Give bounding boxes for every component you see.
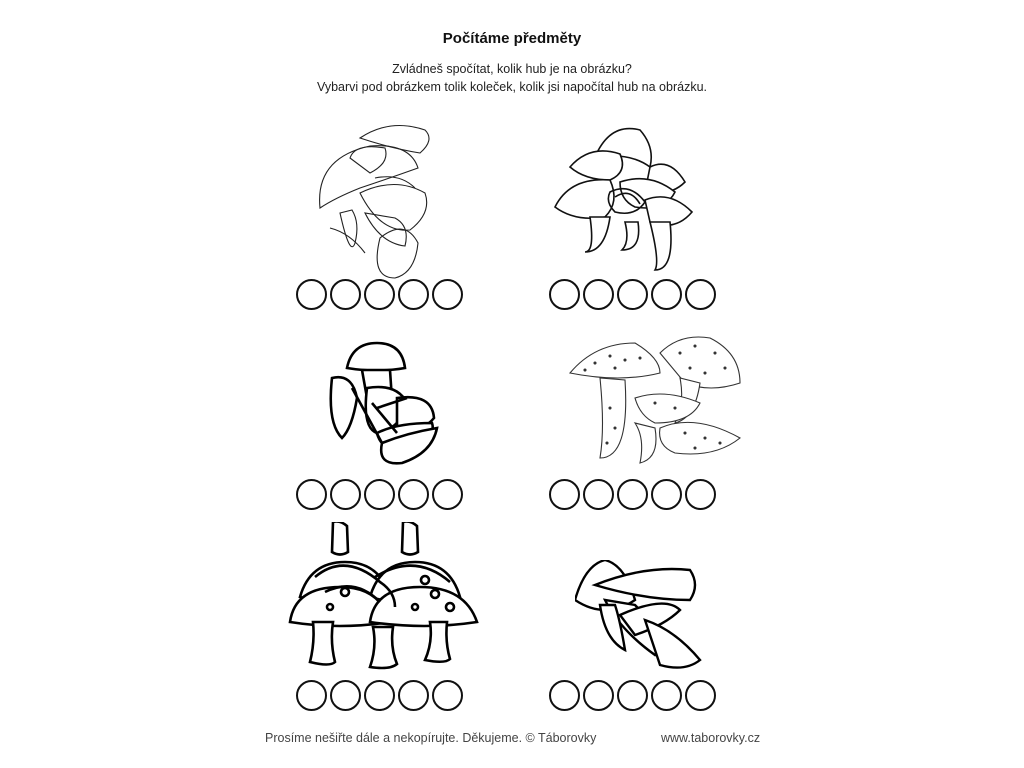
answer-circles-2	[549, 279, 716, 310]
instructions	[0, 60, 1024, 96]
instruction-line-2: Vybarvi pod obrázkem tolik koleček, kolik jsi napočítal hub na obrázku.	[316, 80, 707, 94]
answer-circle[interactable]	[330, 479, 361, 510]
answer-circle[interactable]	[617, 680, 648, 711]
answer-circle[interactable]	[685, 680, 716, 711]
answer-circle[interactable]	[549, 279, 580, 310]
answer-circle[interactable]	[617, 479, 648, 510]
answer-circle[interactable]	[583, 680, 614, 711]
bold-mushrooms-icon	[322, 338, 447, 468]
answer-circle[interactable]	[583, 279, 614, 310]
answer-circle[interactable]	[549, 479, 580, 510]
dotted-toadstools-icon	[565, 328, 745, 468]
answer-circle[interactable]	[651, 279, 682, 310]
answer-circle[interactable]	[685, 279, 716, 310]
website-link[interactable]: www.taborovky.cz	[661, 731, 761, 745]
page-title: Počítáme předměty	[442, 30, 582, 47]
spotted-toadstools-icon	[285, 522, 485, 672]
answer-circle[interactable]	[364, 479, 395, 510]
answer-circle[interactable]	[330, 279, 361, 310]
answer-circle[interactable]	[398, 680, 429, 711]
answer-circle[interactable]	[398, 279, 429, 310]
answer-circle[interactable]	[330, 680, 361, 711]
answer-circle[interactable]	[296, 279, 327, 310]
crossed-mushrooms-icon	[575, 560, 705, 672]
answer-circles-3	[296, 479, 463, 510]
answer-circle[interactable]	[296, 680, 327, 711]
copyright-notice: Prosíme nešiřte dále a nekopírujte. Děkujeme. © Táborovky	[265, 731, 597, 745]
answer-circle[interactable]	[651, 680, 682, 711]
answer-circle[interactable]	[685, 479, 716, 510]
answer-circle[interactable]	[432, 479, 463, 510]
outline-mushrooms-icon	[300, 118, 450, 283]
answer-circle[interactable]	[364, 279, 395, 310]
answer-circle[interactable]	[651, 479, 682, 510]
answer-circle[interactable]	[432, 680, 463, 711]
instruction-line-1: Zvládneš spočítat, kolik hub je na obrázku?	[392, 62, 632, 76]
answer-circle[interactable]	[432, 279, 463, 310]
answer-circle[interactable]	[398, 479, 429, 510]
overlapping-mushrooms-icon	[550, 122, 700, 274]
answer-circles-6	[549, 680, 716, 711]
answer-circles-4	[549, 479, 716, 510]
answer-circles-5	[296, 680, 463, 711]
answer-circles-1	[296, 279, 463, 310]
answer-circle[interactable]	[296, 479, 327, 510]
answer-circle[interactable]	[364, 680, 395, 711]
answer-circle[interactable]	[583, 479, 614, 510]
answer-circle[interactable]	[549, 680, 580, 711]
answer-circle[interactable]	[617, 279, 648, 310]
